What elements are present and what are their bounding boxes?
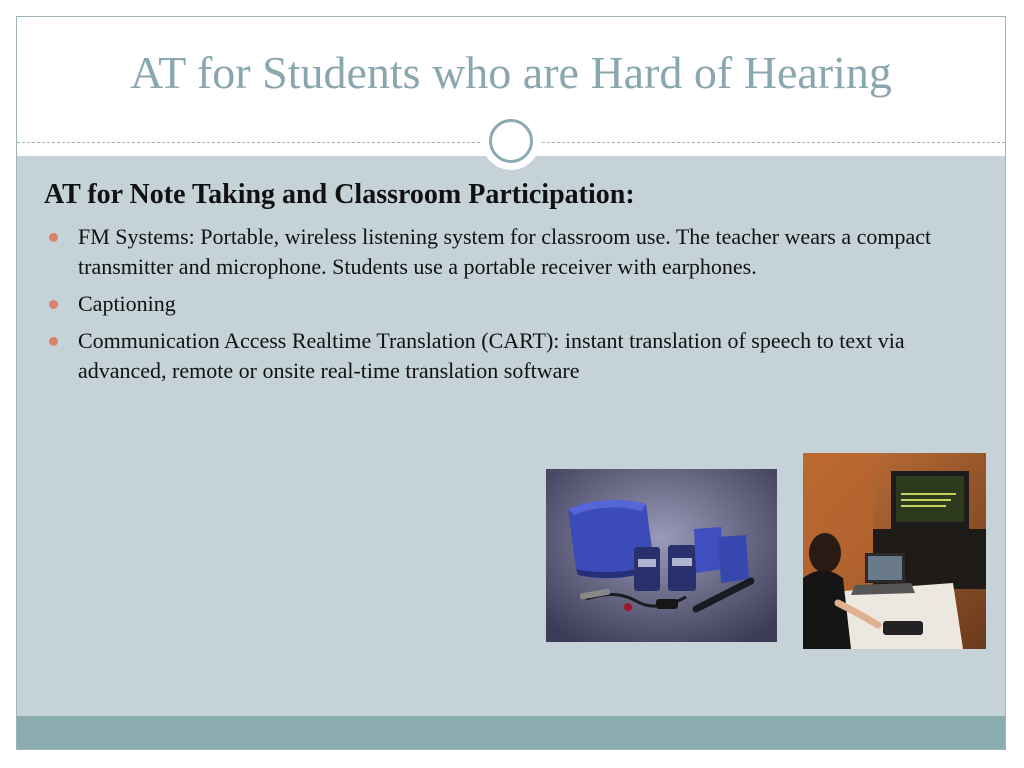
section-heading: AT for Note Taking and Classroom Participation: [44,179,635,210]
bullet-cart [44,326,984,386]
circle-ornament-icon [482,112,540,170]
footer-band [17,716,1005,749]
bullet-dot-icon [49,337,58,346]
fm-system-illustration [546,469,777,642]
fm-system-photo [546,469,777,642]
bullet-list [44,222,984,393]
circle-ring [489,119,533,163]
bullet-text: FM Systems: Portable, wireless listening system for classroom use. The teacher wears a compact transmitter and microphone. Students use a portable receiver with earphones. [78,224,932,279]
cart-photo [803,453,986,649]
bullet-fm-systems [44,222,984,282]
cart-illustration [803,453,986,649]
slide-title: AT for Students who are Hard of Hearing [130,47,892,98]
bullet-text: Communication Access Realtime Translation (CART): instant translation of speech to text via advanced, remote or onsite real-time translation software [78,328,905,383]
bullet-dot-icon [49,300,58,309]
bullet-text: Captioning [78,291,176,316]
bullet-dot-icon [49,233,58,242]
bullet-captioning [44,289,984,319]
